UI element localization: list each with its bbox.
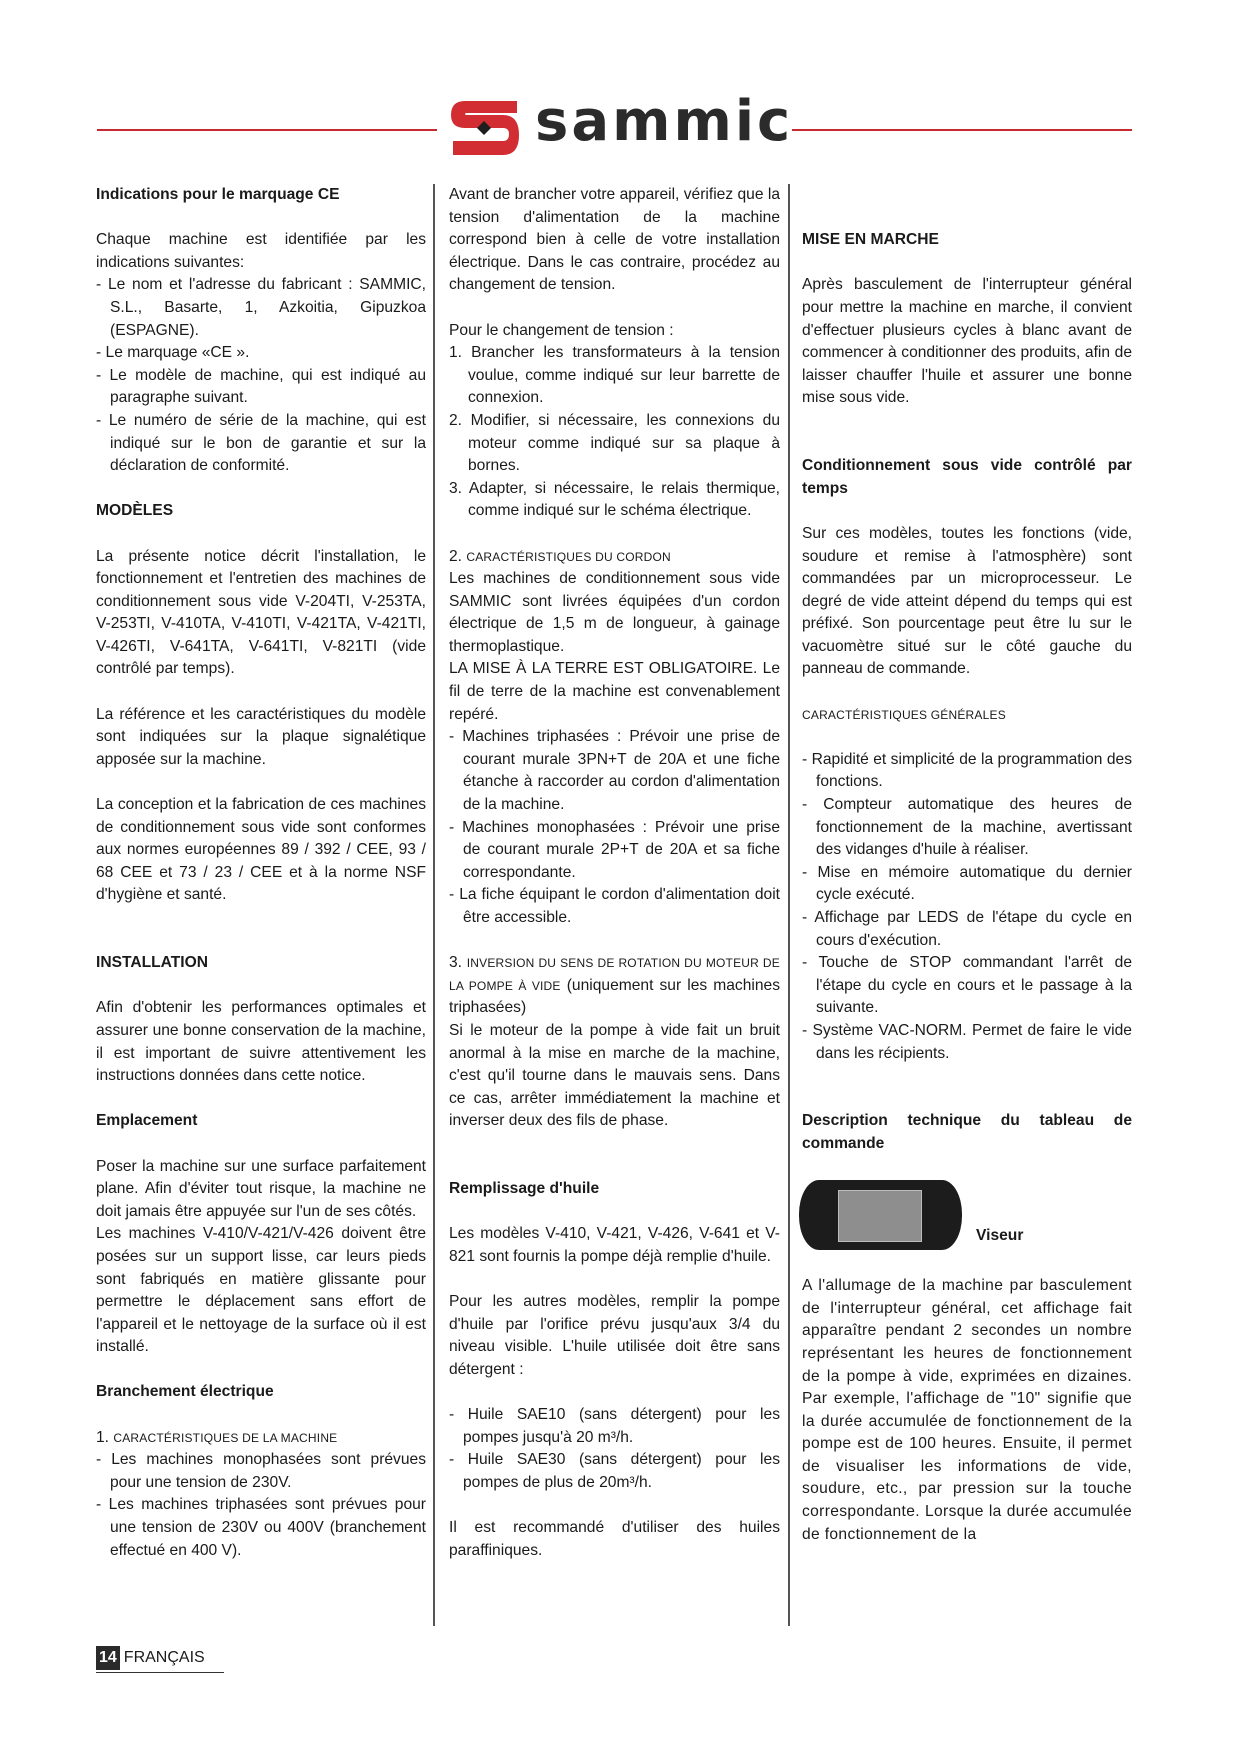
paragraph: A l'allumage de la machine par basculement de l'interrupteur général, cet affichage fait apparaître pendant 2 secondes un nombre représentant les heures de fonctionnement de la pompe à vide, exprimées en dizaines. Par exemple, l'affichage de "10" signifie que la durée accumulée de fonctionnement de la pompe est de 100 heures. Ensuite, il permet de visualiser les informations de vide, soudure, etc., par pression sur la touche correspondante. Lorsque la durée accumulée de fonctionnement de la: [802, 1277, 1132, 1543]
column-divider-2: [788, 184, 790, 1626]
list-item: - Huile SAE10 (sans détergent) pour les pompes jusqu'à 20 m³/h.: [449, 1406, 780, 1446]
list-item: - Le nom et l'adresse du fabricant : SAMMIC, S.L., Basarte, 1, Azkoitia, Gipuzkoa (ESPAGNE).: [96, 276, 426, 339]
column-3: [802, 184, 1132, 1546]
subheading-number: 2.: [449, 547, 467, 565]
heading-installation: INSTALLATION: [96, 954, 209, 972]
list-item: - Système VAC-NORM. Permet de faire le vide dans les récipients.: [802, 1021, 1132, 1062]
list-item: 1. Brancher les transformateurs à la tension voulue, comme indiqué sur leur barrette de connexion.: [449, 344, 780, 407]
list-item: 2. Modifier, si nécessaire, les connexions du moteur comme indiqué sur sa plaque à bornes.: [449, 411, 780, 475]
paragraph: Chaque machine est identifiée par les indications suivantes:: [96, 231, 426, 271]
heading-branchement: Branchement électrique: [96, 1383, 274, 1401]
paragraph: Poser la machine sur une surface parfaitement plane. Afin d'éviter tout risque, la machine ne doit jamais être appuyée sur l'un de ses côtés.: [96, 1157, 426, 1220]
subheading-text: INVERSION DU SENS DE ROTATION DU MOTEUR DE LA POMPE À VIDE: [449, 956, 780, 993]
footer-rule: [96, 1672, 224, 1673]
list-item: - Les machines triphasées sont prévues pour une tension de 230V ou 400V (branchement effectué en 400 V).: [96, 1496, 426, 1559]
paragraph: Les machines V-410/V-421/V-426 doivent être posées sur un support lisse, car leurs pieds sont fabriqués en matière glissante pour permettre le déplacement sans effort de l'appareil et le nettoyage de la surface où il est installé.: [96, 1225, 426, 1356]
viseur-label: Viseur: [976, 1227, 1024, 1245]
footer-language: FRANÇAIS: [123, 1649, 205, 1666]
heading-conditionnement: Conditionnement sous vide contrôlé par temps: [802, 457, 1132, 497]
paragraph: Afin d'obtenir les performances optimales et assurer une bonne conservation de la machine, il est important de suivre attentivement les instructions données dans cette notice.: [96, 999, 426, 1085]
paragraph: Après basculement de l'interrupteur général pour mettre la machine en marche, il convient d'effectuer plusieurs cycles à blanc avant de commencer à conditionner des produits, afin de laisser chauffer l'huile et assurer une bonne mise sous vide.: [802, 276, 1132, 407]
paragraph: Pour le changement de tension :: [449, 321, 674, 339]
list-item: - Le marquage «CE ».: [96, 344, 250, 362]
paragraph: Les machines de conditionnement sous vide SAMMIC sont livrées équipées d'un cordon électrique de 1,5 m de longueur, à gainage thermoplastique.: [449, 570, 780, 655]
list-item: - Le numéro de série de la machine, qui est indiqué sur le bon de garantie et sur la déclaration de conformité.: [96, 411, 426, 475]
heading-description-technique: Description technique du tableau de commande: [802, 1112, 1132, 1152]
heading-modeles: MODÈLES: [96, 502, 174, 520]
list-item: - Le modèle de machine, qui est indiqué au paragraphe suivant.: [96, 366, 426, 407]
paragraph: La présente notice décrit l'installation, le fonctionnement et l'entretien des machines de conditionnement sous vide V-204TI, V-253TA, V-253TI, V-410TA, V-410TI, V-421TA, V-421TI, V-426TI, V-641TA, V-641TI, V-821TI (vide contrôlé par temps).: [96, 547, 426, 678]
list-item: - Rapidité et simplicité de la programmation des fonctions.: [802, 750, 1132, 791]
brand-logo: [447, 89, 794, 161]
heading-emplacement: Emplacement: [96, 1112, 198, 1130]
heading-remplissage: Remplissage d'huile: [449, 1180, 600, 1198]
list-item: 3. Adapter, si nécessaire, le relais thermique, comme indiqué sur le schéma électrique.: [449, 479, 780, 520]
paragraph: Si le moteur de la pompe à vide fait un bruit anormal à la mise en marche de la machine, c'est qu'il tourne dans le mauvais sens. Dans ce cas, arrêter immédiatement la machine et inverser deux des fils de phase.: [449, 1021, 780, 1130]
list-item: - Machines monophasées : Prévoir une prise de courant murale 2P+T de 20A et sa fiche correspondante.: [449, 818, 780, 881]
column-divider-1: [433, 184, 435, 1626]
list-item: - Les machines monophasées sont prévues pour une tension de 230V.: [96, 1451, 426, 1491]
subheading-caracteristiques-generales: CARACTÉRISTIQUES GÉNÉRALES: [802, 707, 1006, 722]
list-item: - Mise en mémoire automatique du dernier cycle exécuté.: [802, 863, 1132, 904]
heading-mise-en-marche: MISE EN MARCHE: [802, 231, 939, 249]
header-rule-right: [792, 129, 1132, 131]
paragraph: Avant de brancher votre appareil, vérifiez que la tension d'alimentation de la machine correspond bien à celle de votre installation électrique. Dans le cas contraire, procédez au changement de tension.: [449, 186, 780, 294]
list-item: - La fiche équipant le cordon d'alimentation doit être accessible.: [449, 886, 780, 926]
paragraph: Il est recommandé d'utiliser des huiles paraffiniques.: [449, 1519, 780, 1559]
subheading-number: 3.: [449, 954, 467, 972]
paragraph: LA MISE À LA TERRE EST OBLIGATOIRE. Le fil de terre de la machine est convenablement repéré.: [449, 660, 780, 723]
list-item: - Machines triphasées : Prévoir une prise de courant murale 3PN+T de 20A et une fiche étanche à raccorder au cordon d'alimentation de la machine.: [449, 728, 780, 814]
column-2: [449, 184, 780, 1562]
list-item: - Affichage par LEDS de l'étape du cycle en cours d'exécution.: [802, 909, 1132, 949]
heading-marquage-ce: Indications pour le marquage CE: [96, 186, 340, 203]
subheading-number: 1.: [96, 1428, 114, 1446]
subheading-caracteristiques-machine: [96, 1427, 426, 1450]
list-item: - Compteur automatique des heures de fonctionnement de la machine, avertissant des vidanges d'huile à réaliser.: [802, 796, 1132, 859]
paragraph: La référence et les caractéristiques du modèle sont indiquées sur la plaque signalétique apposée sur la machine.: [96, 705, 426, 768]
paragraph: Les modèles V-410, V-421, V-426, V-641 et V-821 sont fournis la pompe déjà remplie d'huile.: [449, 1225, 780, 1265]
paragraph: Pour les autres modèles, remplir la pompe d'huile par l'orifice prévu jusqu'aux 3/4 du niveau visible. L'huile utilisée doit être sans détergent :: [449, 1293, 780, 1378]
paragraph: La conception et la fabrication de ces machines de conditionnement sous vide sont conformes aux normes européennes 89 / 392 / CEE, 93 / 68 CEE et 73 / 23 / CEE et à la norme NSF d'hygiène et santé.: [96, 796, 426, 904]
control-panel-illustration: [802, 1178, 1132, 1275]
sammic-emblem-icon: [447, 95, 521, 161]
subheading-text: CARACTÉRISTIQUES DE LA MACHINE: [113, 1430, 338, 1445]
brand-name: sammic: [535, 89, 794, 154]
list-item: - Touche de STOP commandant l'arrêt de l'étape du cycle en cours et le passage à la suivante.: [802, 954, 1132, 1017]
list-item: - Huile SAE30 (sans détergent) pour les pompes de plus de 20m³/h.: [449, 1451, 780, 1491]
subheading-text: CARACTÉRISTIQUES DU CORDON: [466, 549, 671, 564]
page-footer: [96, 1646, 205, 1670]
subheading-rest: (uniquement sur les machines triphasées): [449, 976, 781, 1017]
display-housing: [799, 1180, 962, 1250]
column-1: [96, 184, 426, 1562]
paragraph: Sur ces modèles, toutes les fonctions (vide, soudure et remise à l'atmosphère) sont commandées par un microprocesseur. Le degré de vide atteint dépend du temps qui est préfixé. Son pourcentage peut être lu sur le vacuomètre situé sur le côté gauche du panneau de commande.: [802, 524, 1132, 678]
subheading-caracteristiques-cordon: [449, 546, 780, 569]
display-screen: [838, 1190, 922, 1242]
page-number: 14: [96, 1646, 120, 1670]
header-rule-left: [97, 129, 437, 131]
subheading-inversion: [449, 952, 780, 1020]
